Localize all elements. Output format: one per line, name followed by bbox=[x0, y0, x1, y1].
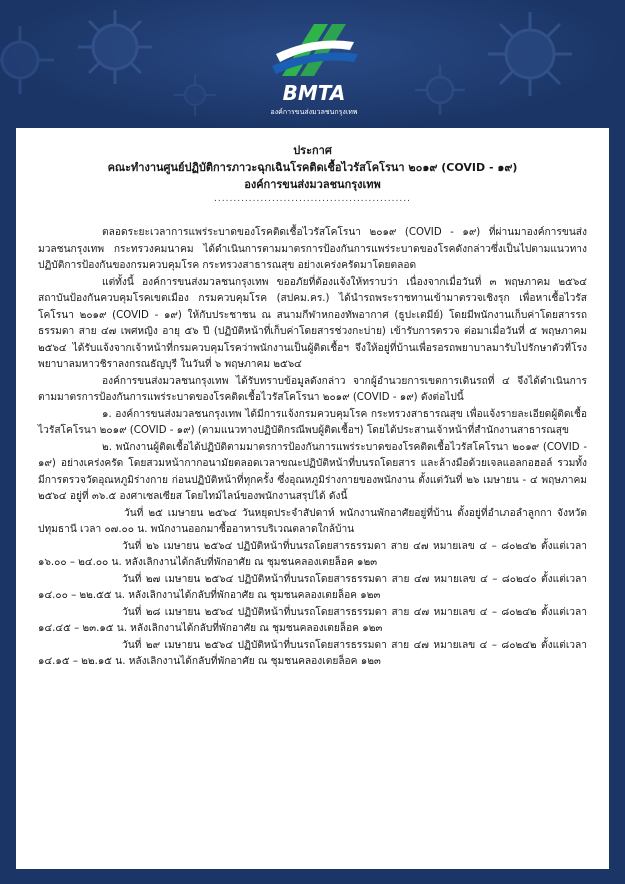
bmta-logo bbox=[262, 14, 366, 122]
paragraph: ตลอดระยะเวลาการแพร่ระบาดของโรคติดเชื้อไวรัสโคโรนา ๒๐๑๙ (COVID - ๑๙) ที่ผ่านมาองค์การขนส่งมวลชนกรุงเทพ กระทรวงคมนาคม ได้ดำเนินการตามมาตรการป้องกันการแพร่ระบาดของโรคดังกล่าวซึ่งเป็นไปตามแนวทางปฏิบัติการป้องกันของกรมควบคุมโรค กระทรวงสาธารณสุข อย่างเคร่งครัดมาโดยตลอด bbox=[38, 227, 587, 271]
timeline-entry: วันที่ ๒๗ เมษายน ๒๕๖๔ ปฏิบัติหน้าที่บนรถโดยสารธรรมดา สาย ๔๗ หมายเลข ๔ – ๘๐๒๔๐ ตั้งแต่เวลา ๑๔.๐๐ – ๒๒.๕๕ น. หลังเลิกงานได้กลับที่พักอาศัย ณ ชุมชนคลองเตยล็อค ๑๒๓ bbox=[38, 573, 587, 601]
bottom-band bbox=[0, 869, 625, 884]
title-block bbox=[38, 142, 587, 205]
virus-decoration-icon bbox=[0, 20, 60, 100]
paragraph: ๒. พนักงานผู้ติดเชื้อได้ปฏิบัติตามมาตรการป้องกันการแพร่ระบาดของโรคติดเชื้อไวรัสโคโรนา ๒๐๑๙ (COVID - ๑๙) อย่างเคร่งครัด โดยสวมหน้ากากอนามัยตลอดเวลาขณะปฏิบัติหน้าที่บนรถโดยสาร และล้างมือด้วยเจลแอลกอฮอล์ รวมทั้ง มีการตรวจวัดอุณหภูมิร่างกาย ก่อนปฏิบัติหน้าที่ทุกครั้ง ซึ่งอุณหภูมิร่างกายของพนักงาน ตั้งแต่วันที่ ๒๖ เมษายน - ๔ พฤษภาคม ๒๕๖๔ อยู่ที่ ๓๖.๕ องศาเซลเซียส โดยไทม์ไลน์ของพนักงานสรุปได้ ดังนี้ bbox=[38, 441, 587, 502]
bmta-logo-icon bbox=[262, 14, 366, 122]
logo-text: BMTA bbox=[282, 81, 346, 105]
document-heading: ประกาศ bbox=[293, 144, 332, 157]
separator-line: ................................................... bbox=[214, 194, 411, 204]
header-band bbox=[0, 0, 625, 130]
virus-decoration-icon bbox=[480, 4, 580, 104]
timeline-entry: วันที่ ๒๙ เมษายน ๒๕๖๔ ปฏิบัติหน้าที่บนรถโดยสารธรรมดา สาย ๔๗ หมายเลข ๔ – ๘๐๒๔๒ ตั้งแต่เวลา ๑๔.๑๕ – ๒๒.๑๕ น. หลังเลิกงานได้กลับที่พักอาศัย ณ ชุมชนคลองเตยล็อค ๑๒๓ bbox=[38, 639, 587, 667]
announcement-document bbox=[16, 128, 609, 869]
paragraph: ๑. องค์การขนส่งมวลชนกรุงเทพ ได้มีการแจ้งกรมควบคุมโรค กระทรวงสาธารณสุข เพื่อแจ้งรายละเอียดผู้ติดเชื้อไวรัสโคโรนา ๒๐๑๙ (COVID - ๑๙) (ตามแนวทางปฏิบัติกรณีพบผู้ติดเชื้อฯ) โดยได้ประสานเจ้าหน้าที่สำนักงานสาธารณสุข bbox=[38, 408, 587, 436]
paragraph: องค์การขนส่งมวลชนกรุงเทพ ได้รับทราบข้อมูลดังกล่าว จากผู้อำนวยการเขตการเดินรถที่ ๔ จึงได้ดำเนินการตามมาตรการป้องกันการแพร่ระบาดของโรคติดเชื้อไวรัสโคโรนา ๒๐๑๙ (COVID - ๑๙) ดังต่อไปนี้ bbox=[38, 375, 587, 403]
timeline-entry: วันที่ ๒๕ เมษายน ๒๕๖๔ วันหยุดประจำสัปดาห์ พนักงานพักอาศัยอยู่ที่บ้าน ตั้งอยู่ที่อำเภอลำลูกกา จังหวัดปทุมธานี เวลา ๐๗.๐๐ น. พนักงานออกมาซื้ออาหารบริเวณตลาดใกล้บ้าน bbox=[38, 507, 587, 535]
timeline-entry: วันที่ ๒๘ เมษายน ๒๕๖๔ ปฏิบัติหน้าที่บนรถโดยสารธรรมดา สาย ๔๗ หมายเลข ๔ – ๘๐๒๔๒ ตั้งแต่เวลา ๑๔.๔๕ – ๒๓.๑๕ น. หลังเลิกงานได้กลับที่พักอาศัย ณ ชุมชนคลองเตยล็อค ๑๒๓ bbox=[38, 606, 587, 634]
document-organization: องค์การขนส่งมวลชนกรุงเทพ bbox=[244, 178, 381, 191]
logo-subtext: องค์การขนส่งมวลชนกรุงเทพ bbox=[270, 108, 358, 116]
virus-decoration-icon bbox=[170, 70, 220, 120]
timeline-entry: วันที่ ๒๖ เมษายน ๒๕๖๔ ปฏิบัติหน้าที่บนรถโดยสารธรรมดา สาย ๔๗ หมายเลข ๔ – ๘๐๒๔๒ ตั้งแต่เวลา ๑๖.๐๐ – ๒๔.๐๐ น. หลังเลิกงานได้กลับที่พักอาศัย ณ ชุมชนคลองเตยล็อค ๑๒๓ bbox=[38, 540, 587, 568]
document-subheading: คณะทำงานศูนย์ปฏิบัติการภาวะฉุกเฉินโรคติดเชื้อไวรัสโคโรนา ๒๐๑๙ (COVID - ๑๙) bbox=[107, 161, 518, 174]
virus-decoration-icon bbox=[70, 2, 160, 92]
paragraph: แต่ทั้งนี้ องค์การขนส่งมวลชนกรุงเทพ ขออภัยที่ต้องแจ้งให้ทราบว่า เนื่องจากเมื่อวันที่ ๓ พฤษภาคม ๒๕๖๔ สถาบันป้องกันควบคุมโรคเขตเมือง กรมควบคุมโรค (สปคม.คร.) ได้นำรถพระราชทานเข้ามาตรวจเชิงรุก เพื่อหาเชื้อไวรัสโคโรนา ๒๐๑๙ (COVID - ๑๙) ให้กับประชาชน ณ สนามกีฬาหกองทัพอากาศ (ธูปะเตมีย์) โดยมีพนักงานเก็บค่าโดยสารรถธรรมดา สาย ๔๗ เพศหญิง อายุ ๕๖ ปี (ปฏิบัติหน้าที่เก็บค่าโดยสารช่วงกะบ่าย) เข้ารับการตรวจ ต่อมาเมื่อวันที่ ๕ พฤษภาคม ๒๕๖๔ ได้รับแจ้งจากเจ้าหน้าที่กรมควบคุมโรคว่าพนักงานเป็นผู้ติดเชื้อฯ จึงให้อยู่ที่บ้านเพื่อรอรถพยาบาลมารับไปรักษาตัวที่โรงพยาบาลมหาวชิราลงกรณธัญบุรี ในวันที่ ๖ พฤษภาคม ๒๕๖๔ bbox=[38, 276, 587, 370]
document-body bbox=[38, 225, 587, 671]
virus-decoration-icon bbox=[410, 60, 470, 120]
